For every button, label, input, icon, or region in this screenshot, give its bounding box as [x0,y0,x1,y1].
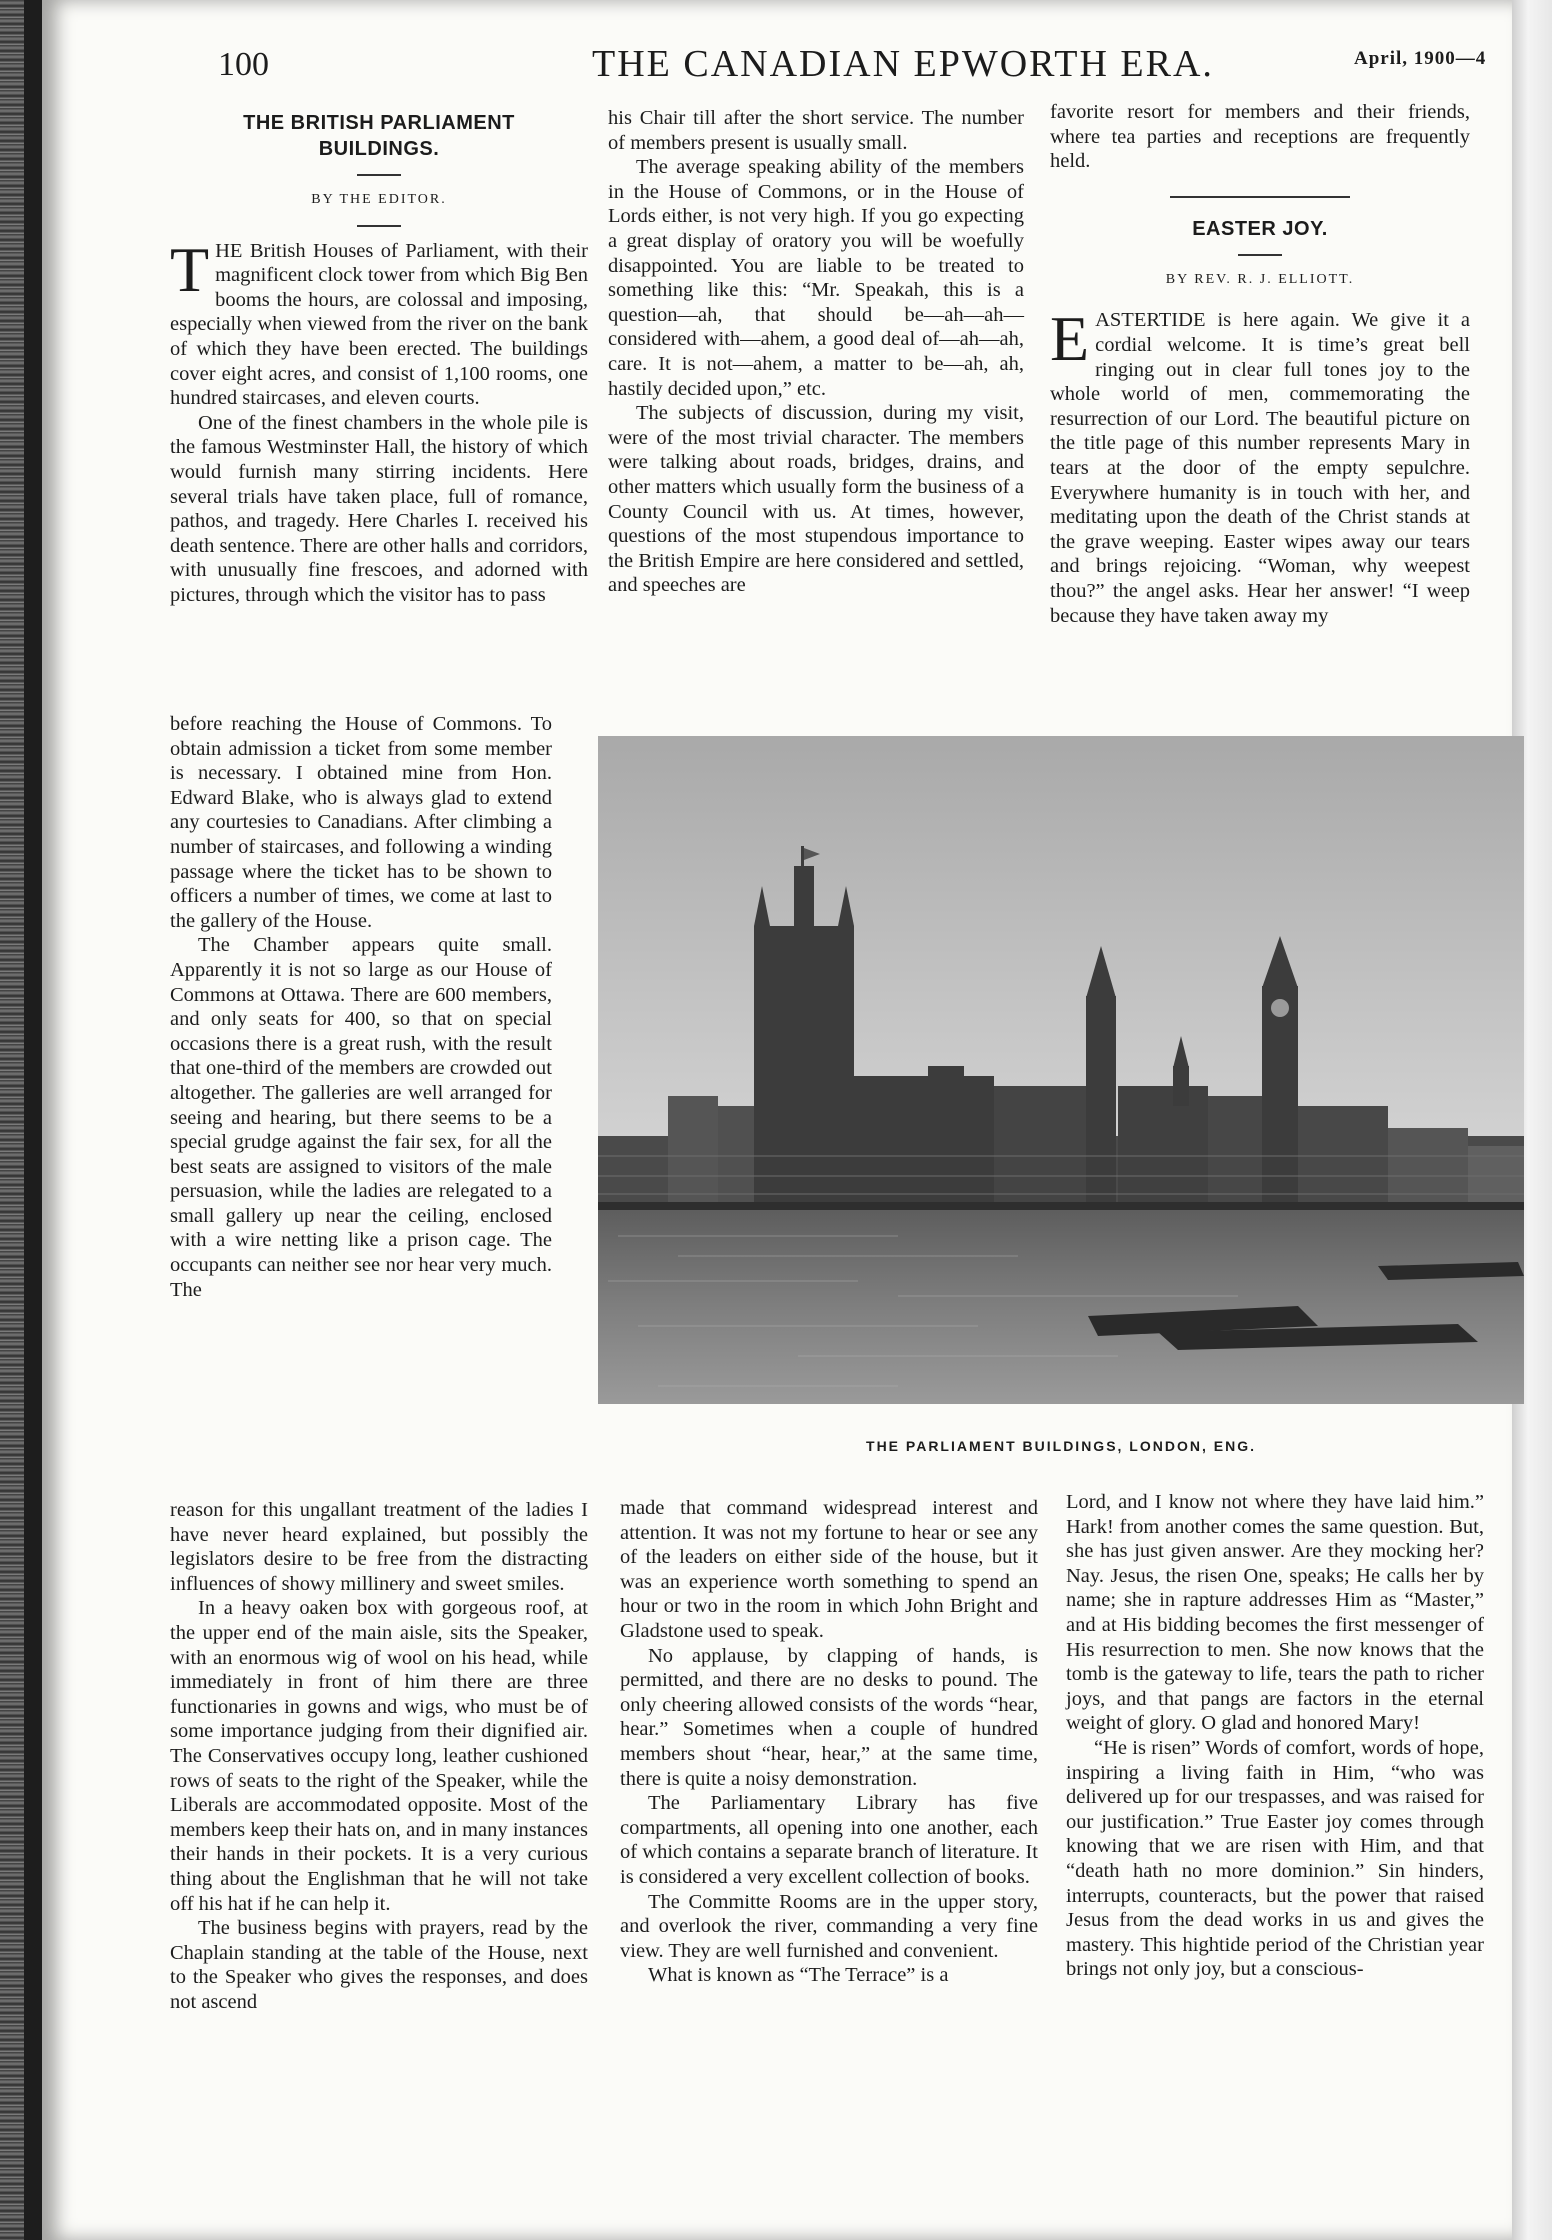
article1-paragraph: his Chair till after the short service. The number of members present is usually small. [608,107,1024,154]
article2-dropcap: E [1050,303,1090,375]
article1-paragraph: made that command widespread interest and attention. It was not my fortune to hear or see any of the leaders on either side of the house, but it was an experience worth something to spend an hour or two in the room in which John Bright and Gladstone used to speak. [620,1497,1038,1642]
byline-rule [357,225,401,227]
article1-paragraph: before reaching the House of Commons. To obtain admission a ticket from some member is necessary. I obtained mine from Hon. Edward Blake, who is always glad to extend any courtesies to Canadians. After climbing a number of staircases, and following a winding passage where the ticket has to be shown to officers a number of times, we come at last to the gallery of the House. [170,713,552,932]
article1-paragraph: The Chamber appears quite small. Apparently it is not so large as our House of Commons at Ottawa. There are 600 members, and only seats for 400, so that on special occasions there is a great rush, with the result that one-third of the members are crowded out altogether. The galleries are well arranged for seeing and hearing, but there seems to be a special grudge against the fair sex, for all the best seats are assigned to visitors of the male persuasion, while the ladies are relegated to a small gallery up near the ceiling, enclosed with a wire netting like a prison cage. The occupants can neither see nor hear very much. The [170,934,552,1301]
parliament-photograph [598,736,1524,1404]
title-rule [357,174,401,176]
article1-dropcap: T [170,233,210,305]
page-number: 100 [218,46,269,83]
article1-title [170,110,588,162]
article2-paragraph: EASTERTIDE is here again. We give it a cordial welcome. It is time’s great bell ringing out in clear full tones joy to the whole world of men, commemorating the resurrection of our Lord. The beautiful picture on the title page of this number represents Mary in tears at the door of the empty sepulchre. Everywhere humanity is in touch with her, and meditating upon the death of the Christ stands at the grave weeping. Easter wipes away our tears and brings rejoicing. “Woman, why weepest thou?” the angel asks. Hear her answer! “I weep because they have taken away my [1050,303,1470,627]
article2-paragraph: Lord, and I know not where they have laid him.” Hark! from another comes the same question. But, she has just given answer. Are they mocking her? Nay. Jesus, the risen One, speaks; He calls her by name; she in rapture addresses Him as “Master,” and at His bidding becomes the first messenger of His resurrection to men. She now knows that the tomb is the gateway to life, tears the path to richer joys, and that pangs are factors in the eternal weight of glory. O glad and honored Mary! [1066,1491,1484,1735]
article1-paragraph: The average speaking ability of the members in the House of Commons, or in the House of Lords either, is not very high. If you go expecting a great display of oratory you will be woefully disappointed. You are liable to be treated to something like this: “Mr. Speakah, this is a question—ah, that should be—ah—ah—considered with—ahem, a good deal of—ah—ah, care. It is not—ahem, a matter to be—ah, ah, hastily decided upon,” etc. [608,156,1024,400]
article1-paragraph: reason for this ungallant treatment of the ladies I have never heard explained, but possibly the legislators desire to be free from the distracting influences of showy millinery and sweet smiles. [170,1499,588,1595]
article2-col3-top [1050,100,1470,628]
article1-paragraph: The subjects of discussion, during my visit, were of the most trivial character. The members were talking about roads, bridges, drains, and other matters which usually form the business of a County Council with us. At times, however, questions of the most stupendous importance to the British Empire are here considered and settled, and speeches are [608,402,1024,597]
article1-paragraph: No applause, by clapping of hands, is permitted, and there are no desks to pound. The only cheering allowed consists of the words “hear, hear.” Sometimes when a couple of hundred members shout “hear, hear,” at the same time, there is quite a noisy demonstration. [620,1644,1038,1790]
book-binding-edge [0,0,24,2240]
article1-title-line2: BUILDINGS. [318,138,440,160]
article2-paragraph: “He is risen” Words of comfort, words of hope, inspiring a living faith in Him, “who was delivered up for our trespasses, and was raised for our justification.” True Easter joy comes through knowing that we are risen with Him, and that “death hath no more dominion.” Sin hinders, interrupts, counteracts, but the power that raised Jesus from the dead works in us and gives the mastery. This hightide period of the Christian year brings not only joy, but a conscious- [1066,1736,1484,1981]
article1-col1-bottom [170,1498,588,2014]
photo-caption: THE PARLIAMENT BUILDINGS, LONDON, ENG. [866,1438,1256,1454]
article2-col3-bottom [1066,1490,1484,1982]
article1-col2-top [608,106,1024,598]
article-separator-rule [1170,196,1350,198]
article1-paragraph: THE British Houses of Parliament, with their magnificent clock tower from which Big Ben booms the hours, are colossal and imposing, especially when viewed from the river on the bank of which they have been erected. The buildings cover eight acres, and consist of 1,100 rooms, one hundred staircases, and eleven courts. [170,233,588,410]
article1-col1-top [170,110,588,608]
article1-paragraph: The business begins with prayers, read by the Chaplain standing at the table of the House, next to the Speaker who gives the responses, and does not ascend [170,1917,588,2013]
article2-byline: BY REV. R. J. ELLIOTT. [1165,271,1355,287]
article1-paragraph: The Committe Rooms are in the upper story, and overlook the river, commanding a very fine view. They are well furnished and convenient. [620,1890,1038,1962]
masthead: THE CANADIAN EPWORTH ERA. [592,43,1214,85]
article1-col1-narrow [170,712,552,1302]
magazine-page [42,0,1512,2240]
article1-paragraph: One of the finest chambers in the whole pile is the famous Westminster Hall, the history of which would furnish many stirring incidents. Here several trials have taken place, full of romance, pathos, and tragedy. Here Charles I. received his death sentence. There are other halls and corridors, with unusually fine frescoes, and adorned with pictures, through which the visitor has to pass [170,411,588,606]
article2-title: EASTER JOY. [1192,217,1328,240]
article1-paragraph: In a heavy oaken box with gorgeous roof, at the upper end of the main aisle, sits the Speaker, with an enormous wig of wool on his head, while immediately in front of him there are three functionaries in gowns and wigs, who must be of some importance judging from their dignified air. The Conservatives occupy long, leather cushioned rows of seats to the right of the Speaker, while the Liberals are accommodated opposite. Most of the members keep their hats on, and in many instances their hands in their pockets. It is a very curious thing about the Englishman that he will not take off his hat if he can help it. [170,1597,588,1915]
article1-byline: BY THE EDITOR. [311,192,447,207]
article1-col2-bottom [620,1496,1038,1988]
article1-paragraph: The Parliamentary Library has five compartments, all opening into one another, each of which contains a separate branch of literature. It is considered a very excellent collection of books. [620,1792,1038,1888]
title-rule [1238,254,1282,256]
article1-paragraph: What is known as “The Terrace” is a [648,1964,949,1987]
article1-title-line1: THE BRITISH PARLIAMENT [243,112,515,134]
article1-paragraph: favorite resort for members and their friends, where tea parties and receptions are frequently held. [1050,101,1470,173]
parliament-photo-drawing [598,736,1524,1404]
dateline: April, 1900—4 [1354,48,1487,69]
